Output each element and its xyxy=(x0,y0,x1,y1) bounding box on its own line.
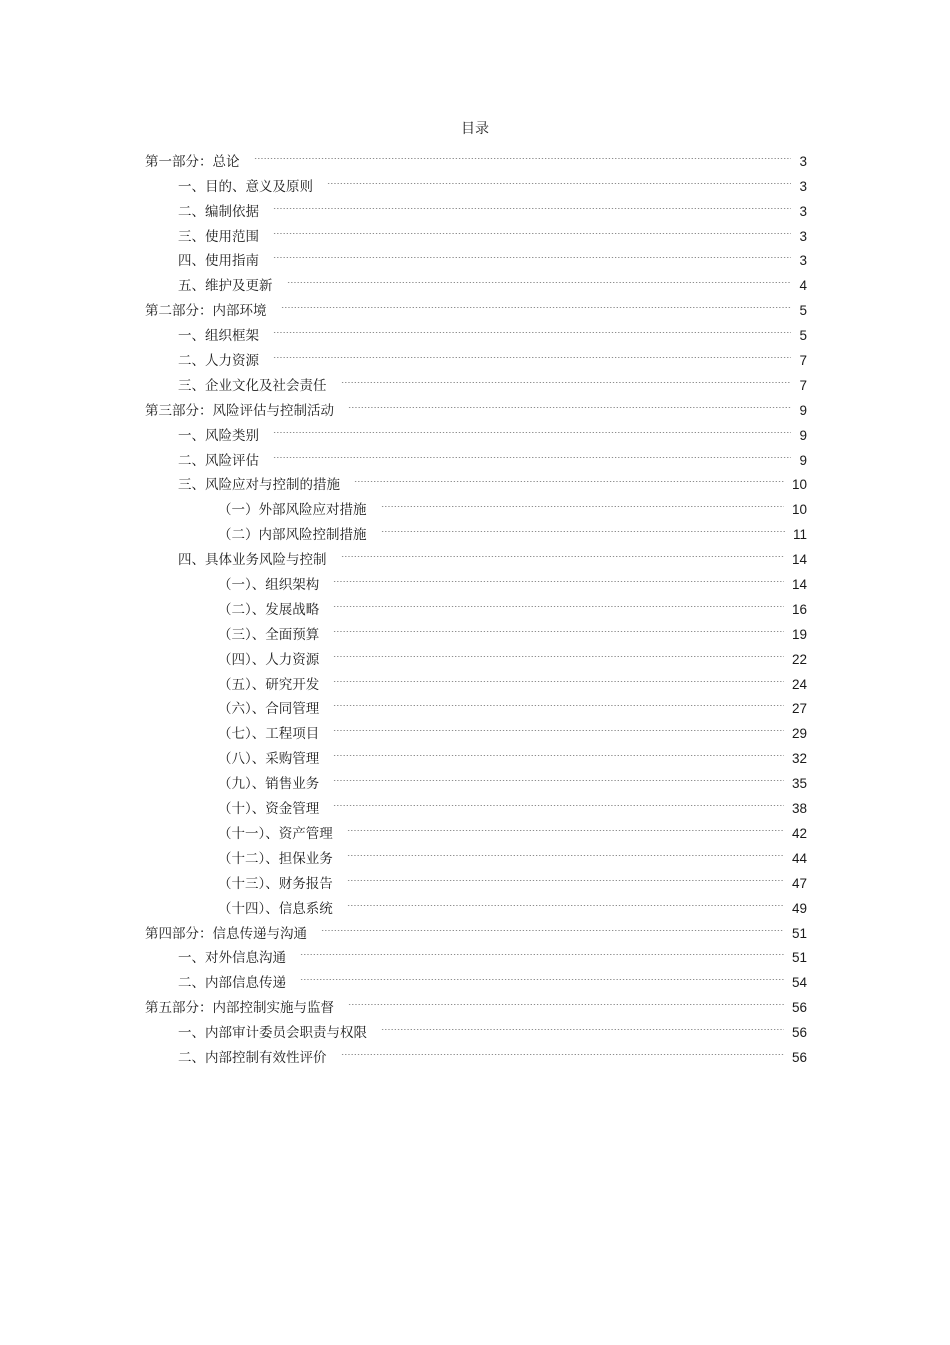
toc-dot-leader xyxy=(254,141,796,166)
toc-dot-leader xyxy=(333,664,788,689)
toc-dot-leader xyxy=(333,788,788,813)
toc-dot-leader xyxy=(273,315,795,340)
toc-entry-label: 五、维护及更新 xyxy=(178,278,273,295)
toc-page-number: 44 xyxy=(791,850,807,866)
toc-entry-label: 第四部分：信息传递与沟通 xyxy=(145,925,307,942)
toc-dot-leader xyxy=(333,763,788,788)
toc-page-number: 5 xyxy=(799,303,807,319)
toc-dot-leader xyxy=(333,564,788,589)
toc-dot-leader xyxy=(347,813,788,838)
toc-page-number: 5 xyxy=(799,328,807,344)
toc-dot-leader xyxy=(327,166,795,191)
toc-dot-leader xyxy=(347,863,788,888)
toc-page-number: 3 xyxy=(799,178,807,194)
toc-page-number: 24 xyxy=(791,676,807,692)
toc-entry-label: （三）、全面预算 xyxy=(218,626,320,643)
toc-entry-label: 一、组织框架 xyxy=(178,328,259,345)
toc-entry-label: （五）、研究开发 xyxy=(218,676,320,693)
toc-page-number: 49 xyxy=(791,900,807,916)
toc-page-number: 11 xyxy=(792,527,807,543)
toc-dot-leader xyxy=(348,390,795,415)
toc-dot-leader xyxy=(333,614,788,639)
toc-entry[interactable] xyxy=(145,141,807,170)
toc-entry-label: （二）、发展战略 xyxy=(218,601,320,618)
toc-page-number: 19 xyxy=(791,626,807,642)
toc-dot-leader xyxy=(333,689,788,714)
toc-page-number: 9 xyxy=(799,427,807,443)
toc-dot-leader xyxy=(354,465,788,490)
toc-dot-leader xyxy=(381,1012,788,1037)
toc-dot-leader xyxy=(273,440,795,465)
toc-entry-label: 二、风险评估 xyxy=(178,452,259,469)
toc-page-number: 4 xyxy=(799,278,807,294)
toc-page-number: 29 xyxy=(791,726,807,742)
toc-entry-label: （十一）、资产管理 xyxy=(218,825,333,842)
toc-entry-label: 第三部分：风险评估与控制活动 xyxy=(145,402,334,419)
toc-entry-label: （一）、组织架构 xyxy=(218,577,320,594)
toc-page-number: 27 xyxy=(791,701,807,717)
toc-dot-leader xyxy=(321,913,788,938)
toc-dot-leader xyxy=(347,888,788,913)
toc-page-number: 14 xyxy=(791,552,807,568)
toc-dot-leader xyxy=(348,987,788,1012)
toc-dot-leader xyxy=(341,539,788,564)
toc-title: 目录 xyxy=(461,121,489,137)
toc-entry-label: （八）、采购管理 xyxy=(218,751,320,768)
toc-entry-label: （七）、工程项目 xyxy=(218,726,320,743)
toc-dot-leader xyxy=(273,415,795,440)
toc-entry-label: 第二部分：内部环境 xyxy=(145,303,267,320)
toc-dot-leader xyxy=(333,713,788,738)
toc-page-number: 3 xyxy=(799,203,807,219)
toc-entry-label: 一、对外信息沟通 xyxy=(178,950,286,967)
toc-page-number: 56 xyxy=(791,1049,807,1065)
toc-page-number: 51 xyxy=(791,925,807,941)
toc-page-number: 3 xyxy=(799,153,807,169)
toc-page-number: 9 xyxy=(799,452,807,468)
toc-page-number: 7 xyxy=(799,377,807,393)
toc-page-number: 54 xyxy=(791,975,807,991)
toc-dot-leader xyxy=(300,938,788,963)
toc-page-number: 51 xyxy=(791,950,807,966)
toc-entry-label: （二）内部风险控制措施 xyxy=(218,527,367,544)
toc-page-number: 16 xyxy=(791,601,807,617)
toc-dot-leader xyxy=(273,191,795,216)
toc-page-number: 9 xyxy=(799,402,807,418)
toc-entry-label: （九）、销售业务 xyxy=(218,776,320,793)
toc-page-number: 14 xyxy=(791,577,807,593)
toc-entry-label: 一、目的、意义及原则 xyxy=(178,178,313,195)
toc-page-number: 42 xyxy=(791,825,807,841)
toc-dot-leader xyxy=(333,589,788,614)
toc-entry-label: 一、风险类别 xyxy=(178,427,259,444)
toc-entry-label: 第五部分：内部控制实施与监督 xyxy=(145,1000,334,1017)
toc-page-number: 3 xyxy=(799,253,807,269)
toc-page-number: 10 xyxy=(791,502,807,518)
toc-dot-leader xyxy=(273,241,795,266)
toc-entry-label: 四、具体业务风险与控制 xyxy=(178,552,327,569)
toc-entry-label: （四）、人力资源 xyxy=(218,651,320,668)
toc-entry-label: 二、内部信息传递 xyxy=(178,975,286,992)
toc-page-number: 35 xyxy=(791,776,807,792)
toc-dot-leader xyxy=(300,962,788,987)
toc-entry-label: （六）、合同管理 xyxy=(218,701,320,718)
toc-entry-label: 一、内部审计委员会职责与权限 xyxy=(178,1025,367,1042)
toc-entry-label: 四、使用指南 xyxy=(178,253,259,270)
toc-dot-leader xyxy=(281,290,796,315)
toc-entry-label: （十）、资金管理 xyxy=(218,801,320,818)
toc-entry-label: （十三）、财务报告 xyxy=(218,875,333,892)
toc-page-number: 10 xyxy=(791,477,807,493)
toc-dot-leader xyxy=(333,639,788,664)
toc-entry-label: 二、内部控制有效性评价 xyxy=(178,1049,327,1066)
toc-dot-leader xyxy=(333,738,788,763)
toc-dot-leader xyxy=(273,340,795,365)
toc-entry-label: （十四）、信息系统 xyxy=(218,900,333,917)
toc-entry-label: 三、使用范围 xyxy=(178,228,259,245)
toc-entry-label: 二、人力资源 xyxy=(178,353,259,370)
toc-entry-label: （一）外部风险应对措施 xyxy=(218,502,367,519)
toc-dot-leader xyxy=(347,838,788,863)
toc-dot-leader xyxy=(381,489,788,514)
toc-page-number: 56 xyxy=(791,1000,807,1016)
toc-page-number: 3 xyxy=(799,228,807,244)
toc-entry-label: 二、编制依据 xyxy=(178,203,259,220)
toc-page-number: 32 xyxy=(791,751,807,767)
toc-entry-label: 三、风险应对与控制的措施 xyxy=(178,477,340,494)
toc-page-number: 22 xyxy=(791,651,807,667)
toc-dot-leader xyxy=(341,1037,788,1062)
toc-page-number: 38 xyxy=(791,801,807,817)
toc-page-number: 56 xyxy=(791,1025,807,1041)
toc-dot-leader xyxy=(381,514,789,539)
toc-dot-leader xyxy=(341,365,796,390)
toc-page-number: 47 xyxy=(791,875,807,891)
toc-entry-label: 三、企业文化及社会责任 xyxy=(178,377,327,394)
toc-dot-leader xyxy=(287,265,796,290)
toc-dot-leader xyxy=(273,216,795,241)
toc-entry-label: 第一部分：总论 xyxy=(145,153,240,170)
table-of-contents xyxy=(145,141,807,1066)
toc-page-number: 7 xyxy=(799,353,807,369)
toc-entry-label: （十二）、担保业务 xyxy=(218,850,333,867)
